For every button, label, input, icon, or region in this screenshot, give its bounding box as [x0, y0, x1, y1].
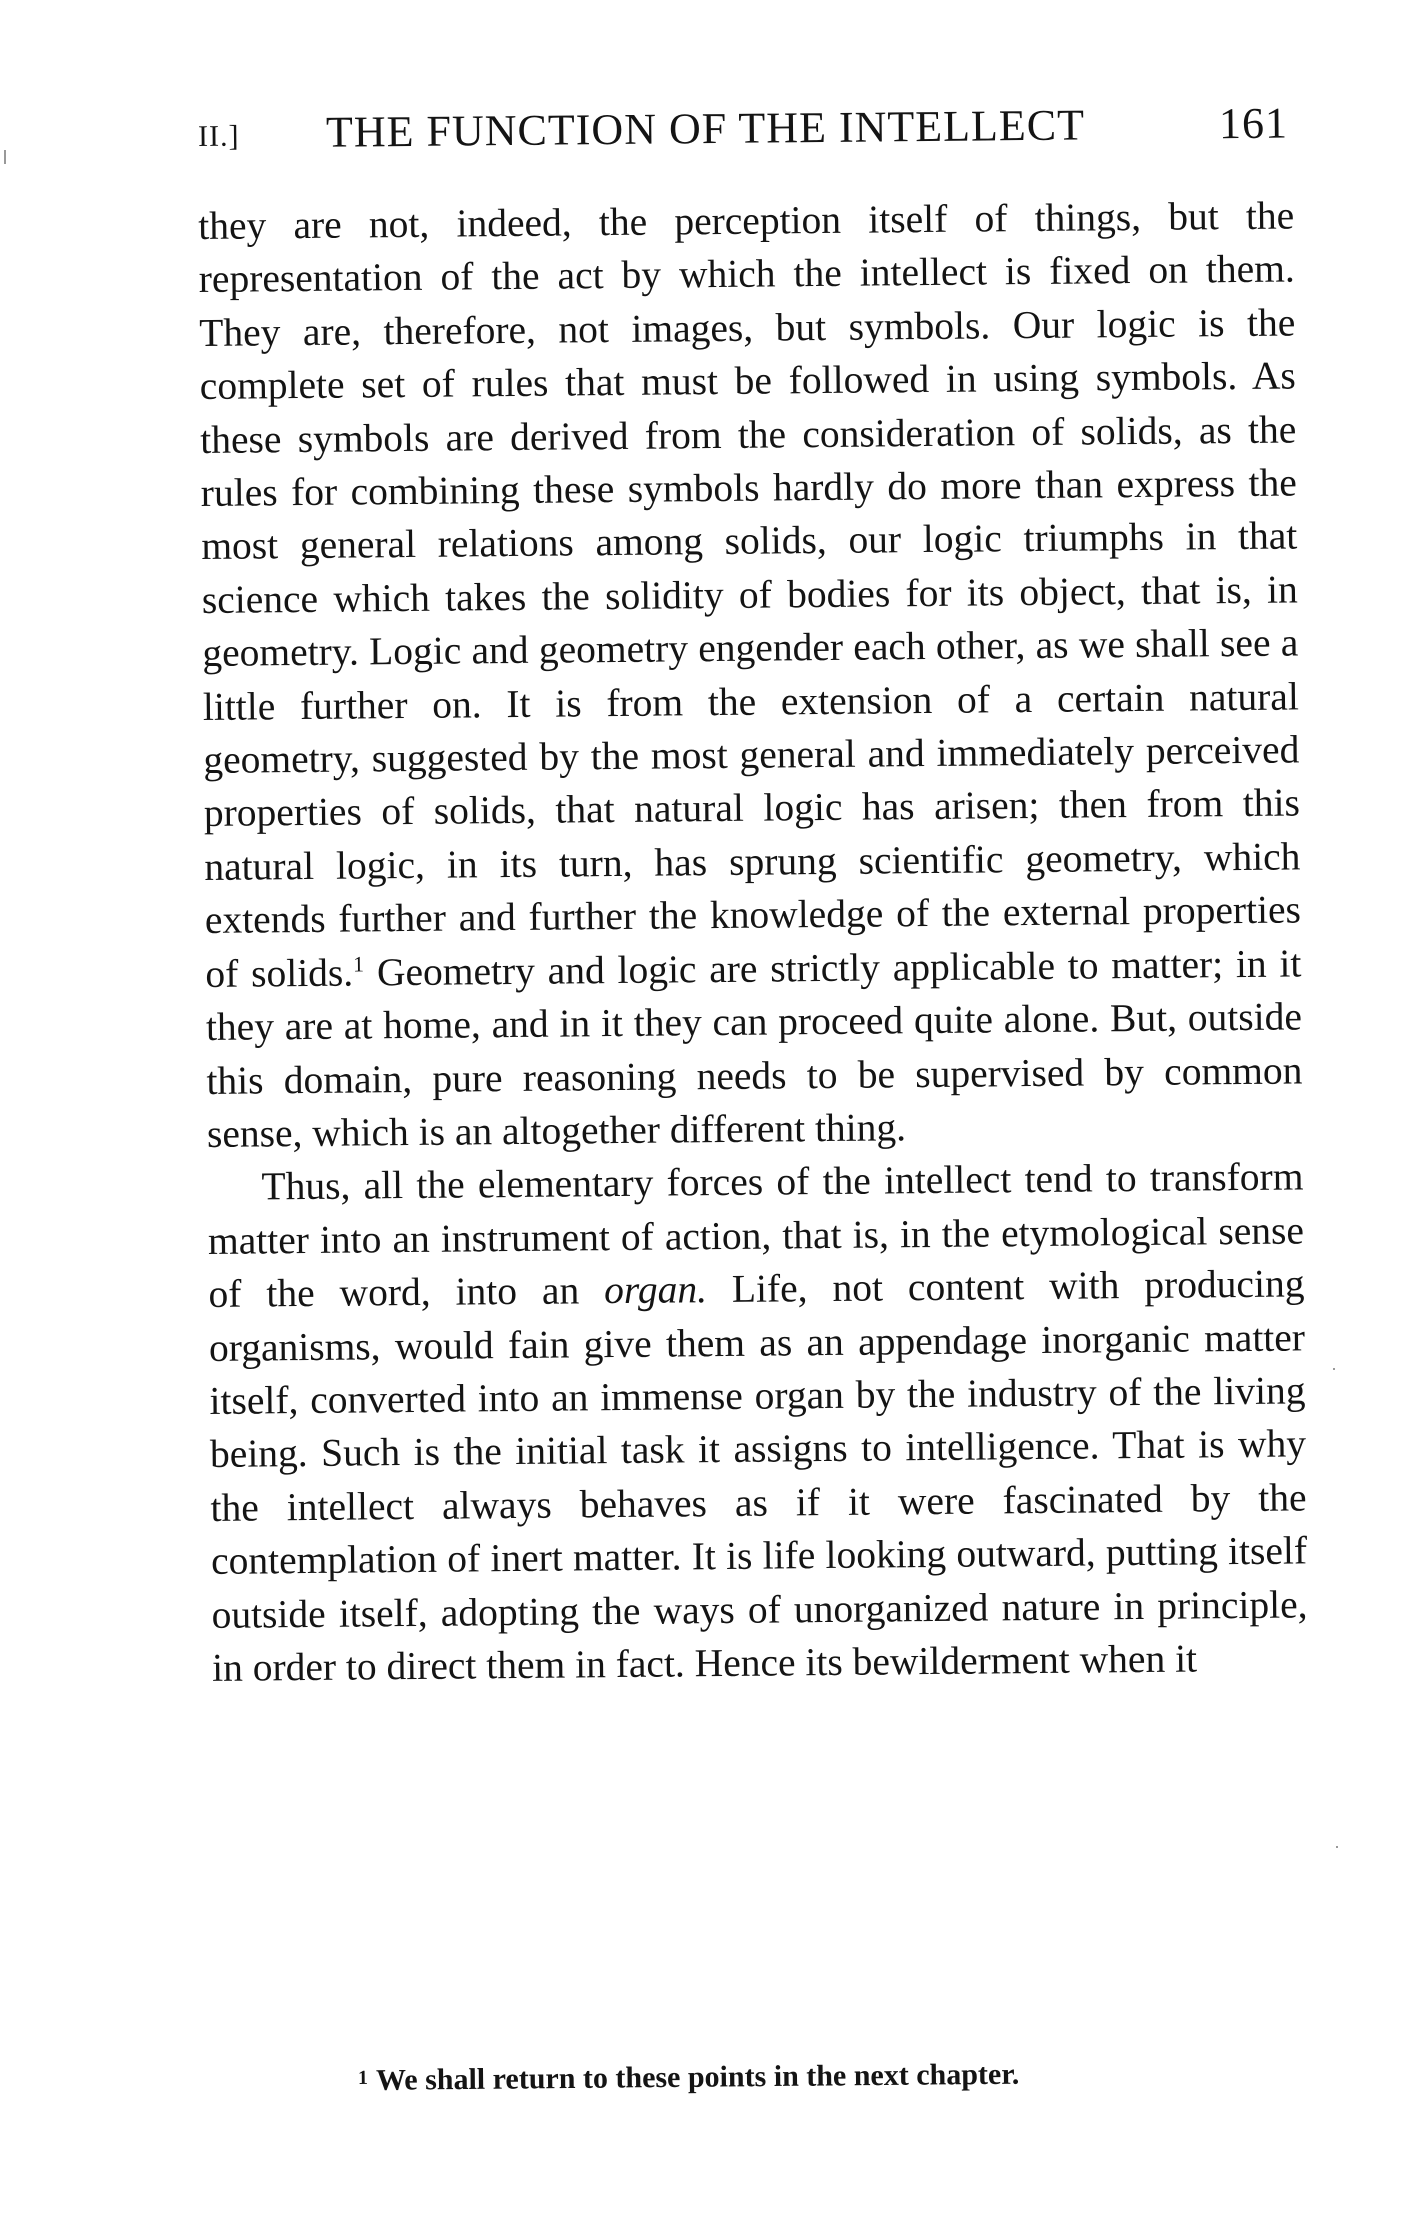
running-head — [198, 94, 1289, 164]
scan-speck — [1336, 1846, 1338, 1848]
emphasized-word: organ. — [603, 1267, 708, 1313]
footnote — [358, 2058, 1020, 2098]
scan-speck — [1333, 1368, 1335, 1370]
body-text — [198, 189, 1308, 1695]
footnote-marker: 1 — [357, 2066, 369, 2089]
running-head-title: THE FUNCTION OF THE INTELLECT — [325, 100, 1086, 157]
scan-speck — [4, 150, 6, 164]
paragraph-2 — [207, 1151, 1308, 1696]
footnote-text: We shall return to these points in the next chapter. — [375, 2057, 1020, 2097]
paragraph-1 — [198, 189, 1303, 1161]
paragraph-1-text-a: they are not, indeed, the perception itself of things, but the representation of the act by which the intellect is fixed on them. They are, therefore, not images, but symbols. Our logic is the complete set of rules that must be followed in using symbols. As these symbols are derived from the consideration of solids, as the rules for combining these symbols hardly do more than express the most general relations among solids, our logic triumphs in that science which takes the solidity of bodies for its object, that is, in geometry. Logic and geometry engender each other, as we shall see a little further on. It is from the extension of a certain natural geometry, suggested by the most general and immediately perceived properties of solids, that natural logic has arisen; then from this natural logic, in its turn, has sprung scientific geometry, which extends further and further the knowledge of the external properties of solids. — [198, 193, 1302, 996]
paragraph-2-text-a: Thus, all the elementary forces of the intellect tend to transform matter into an instrument of action, that is, in the etymological sense of the word, into an — [207, 1154, 1305, 1317]
chapter-marker: II.] — [197, 119, 240, 153]
footnote-reference: 1 — [352, 951, 365, 977]
paragraph-2-text-b: Life, not content with producing organisms, would fain give them as an appendage inorganic matter itself, converted into an immense organ by the industry of the living being. Such is the initial task it assigns to intelligence. That is why the intellect always behaves as if it were fascinated by the contemplation of inert matter. It is life looking outward, putting itself outside itself, adopting the ways of unorganized nature in principle, in order to direct them in fact. Hence its bewilderment when it — [208, 1261, 1308, 1690]
page-number: 161 — [1218, 98, 1289, 149]
paragraph-1-text-b: Geometry and logic are strictly applicable to matter; in it they are at home, and in it they can proceed quite alone. But, outside this domain, pure reasoning needs to be supervised by common sense, which is an altogether different thing. — [205, 941, 1303, 1156]
